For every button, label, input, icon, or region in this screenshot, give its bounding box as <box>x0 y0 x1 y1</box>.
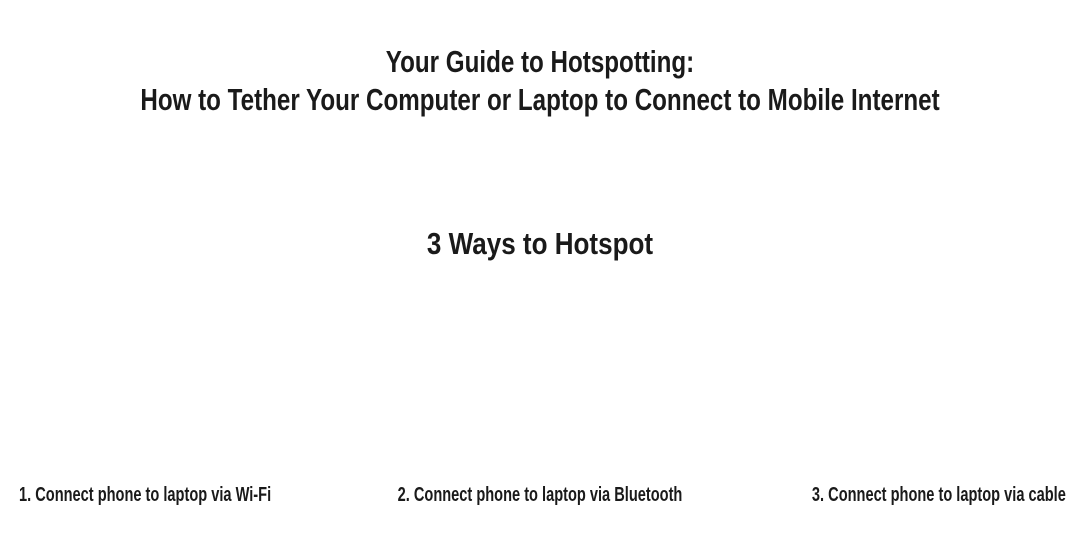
page-title-line-2: How to Tether Your Computer or Laptop to Connect to Mobile Internet <box>140 82 940 117</box>
page-title-line-1: Your Guide to Hotspotting: <box>385 44 695 79</box>
section-heading: 3 Ways to Hotspot <box>426 226 654 261</box>
method-label-wifi: 1. Connect phone to laptop via Wi-Fi <box>19 484 272 506</box>
method-label-cable: 3. Connect phone to laptop via cable <box>812 484 1066 506</box>
method-label-bluetooth: 2. Connect phone to laptop via Bluetooth <box>397 484 683 506</box>
page-title <box>119 43 961 119</box>
